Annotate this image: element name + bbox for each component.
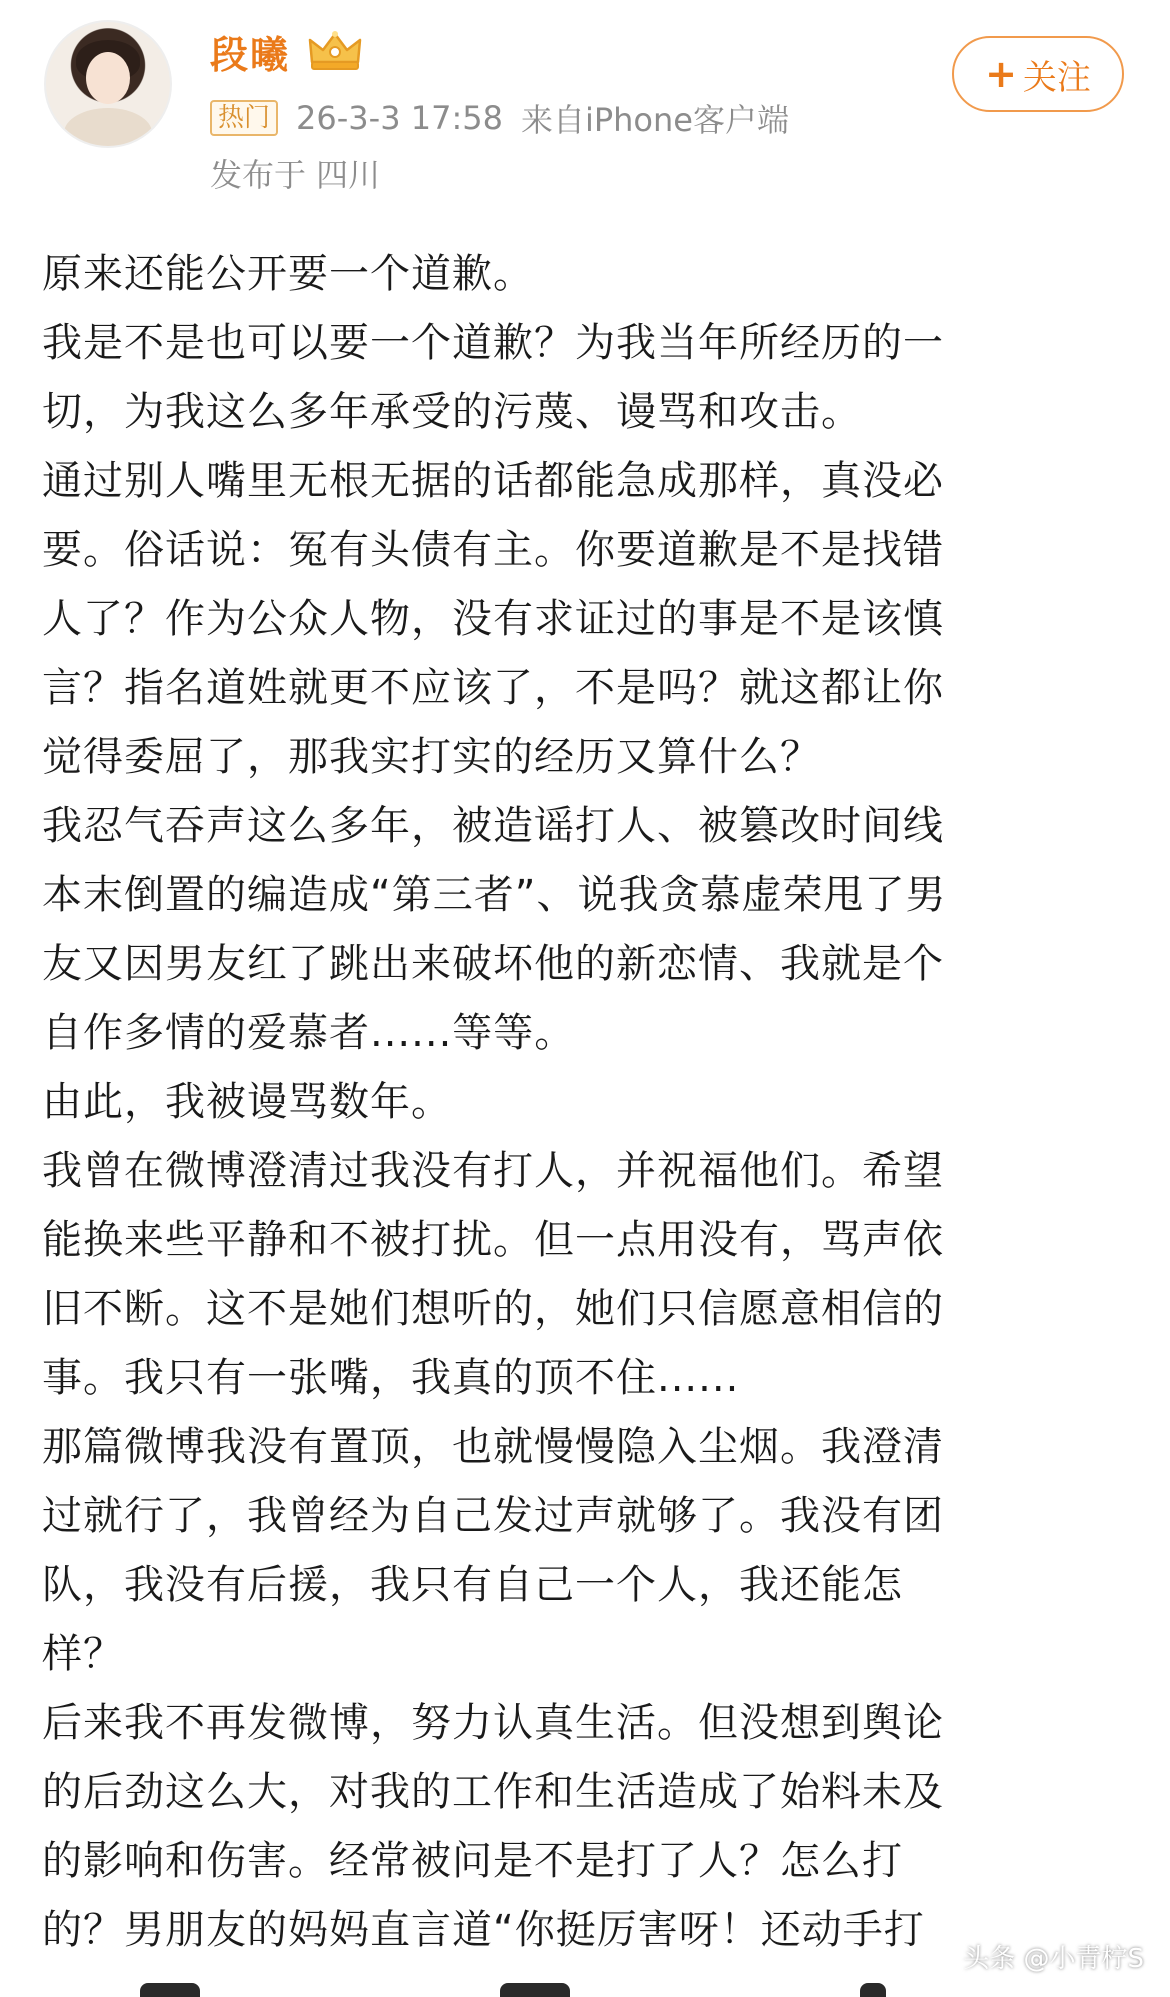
post-line: 的后劲这么大，对我的工作和生活造成了始料未及 — [42, 1769, 944, 1815]
post-source: 来自iPhone客户端 — [520, 101, 789, 139]
hot-badge: 热门 — [210, 100, 278, 136]
post-timestamp: 26-3-3 17:58 — [296, 99, 503, 137]
post-line: 的？男朋友的妈妈直言道“你挺厉害呀！还动手打 — [42, 1907, 925, 1950]
toolbar-icon-fragment — [860, 1983, 886, 1997]
post-line: 我曾在微博澄清过我没有打人，并祝福他们。希望 — [42, 1148, 944, 1194]
post-line: 自作多情的爱慕者......等等。 — [42, 1010, 576, 1056]
post-line: 要。俗话说：冤有头债有主。你要道歉是不是找错 — [42, 527, 944, 573]
post-line: 那篇微博我没有置顶，也就慢慢隐入尘烟。我澄清 — [42, 1424, 944, 1470]
toolbar-icon-fragment — [140, 1983, 200, 1997]
post-line: 的影响和伤害。经常被问是不是打了人？怎么打 — [42, 1838, 903, 1884]
follow-button[interactable] — [952, 36, 1124, 112]
post-line: 样？ — [42, 1631, 124, 1677]
crown-icon — [306, 28, 364, 72]
post-line: 事。我只有一张嘴，我真的顶不住...... — [42, 1355, 740, 1401]
post-line: 我忍气吞声这么多年，被造谣打人、被篡改时间线 — [42, 803, 944, 849]
post-line: 队，我没有后援，我只有自己一个人，我还能怎 — [42, 1562, 903, 1608]
post-line: 友又因男友红了跳出来破坏他的新恋情、我就是个 — [42, 941, 944, 987]
watermark: 头条 @小青柠S — [963, 1944, 1144, 1974]
post-meta — [210, 98, 789, 138]
post-line: 切，为我这么多年承受的污蔑、谩骂和攻击。 — [42, 389, 862, 435]
post-line: 本末倒置的编造成“第三者”、说我贪慕虚荣甩了男 — [42, 872, 947, 918]
post-line: 觉得委屈了，那我实打实的经历又算什么？ — [42, 734, 821, 780]
toolbar-icon-fragment — [500, 1983, 570, 1997]
plus-icon: + — [985, 52, 1017, 96]
post-line: 过就行了，我曾经为自己发过声就够了。我没有团 — [42, 1493, 944, 1539]
post-line: 后来我不再发微博，努力认真生活。但没想到舆论 — [42, 1700, 944, 1746]
post-line: 原来还能公开要一个道歉。 — [42, 251, 534, 297]
post-header — [0, 0, 1170, 200]
post-location: 发布于 四川 — [210, 156, 381, 194]
post-line: 人了？作为公众人物，没有求证过的事是不是该慎 — [42, 596, 944, 642]
bottom-toolbar-edge — [0, 1979, 1170, 1997]
avatar-face — [86, 52, 130, 104]
username[interactable]: 段曦 — [210, 33, 291, 77]
post-line: 能换来些平静和不被打扰。但一点用没有，骂声依 — [42, 1217, 944, 1263]
follow-label: 关注 — [1022, 57, 1091, 98]
avatar[interactable] — [44, 20, 172, 148]
post-line: 由此，我被谩骂数年。 — [42, 1079, 452, 1125]
post-line: 我是不是也可以要一个道歉？为我当年所经历的一 — [42, 320, 944, 366]
post-line: 言？指名道姓就更不应该了，不是吗？就这都让你 — [42, 665, 944, 711]
post-line: 通过别人嘴里无根无据的话都能急成那样，真没必 — [42, 458, 944, 504]
avatar-body — [64, 108, 152, 148]
post-body — [42, 240, 1132, 1950]
post-line: 旧不断。这不是她们想听的，她们只信愿意相信的 — [42, 1286, 944, 1332]
